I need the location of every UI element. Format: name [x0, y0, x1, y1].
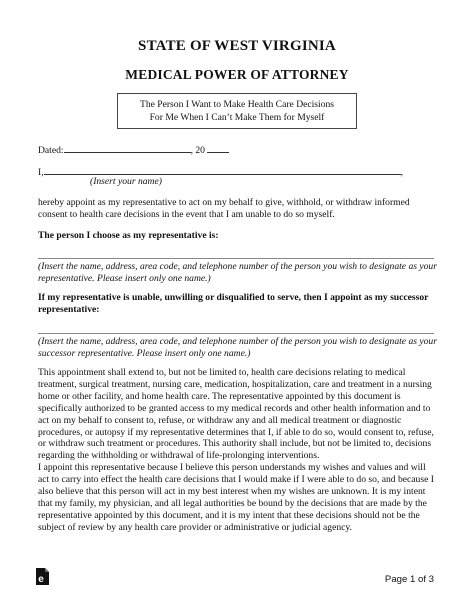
paragraph-intent: I appoint this representative because I believe this person understands my wishes and values and will act to carry into effect the health care decisions that I would make if I were able to do so, and because I also believe that this person will act in my best interest when my wishes are unknown. It is my intent that my family, my physician, and all legal authorities be bound by the decisions that are made by the representative appointed by this document, and it is my intent that these decisions should not be the subject of review by any health care provider or administrative or judicial agency. [38, 462, 434, 533]
paragraph-scope: This appointment shall extend to, but not be limited to, health care decisions relating to medical treatment, surgical treatment, nursing care, medication, hospitalization, care and treatment in a nursing home or other facility, and home health care. The representative appointed by this document is specifically authorized to be granted access to my medical records and other health information and to act on my behalf to consent to, refuse, or withdraw any and all medical treatment or diagnostic procedures, or autopsy if my representative determines that I, if able to do so, would consent to, refuse, or withdraw such treatment or procedures. This authority shall include, but not be limited to, decisions regarding the withholding or withdrawal of life-prolonging interventions. [38, 367, 434, 462]
representative-hint: (Insert the name, address, area code, and telephone number of the person you wish to designate as your representative. Please insert only one name.) [38, 261, 437, 284]
representative-heading: The person I choose as my representative is: [38, 230, 219, 241]
dated-row [38, 143, 229, 157]
dated-label: Dated: [38, 145, 64, 156]
document-title: STATE OF WEST VIRGINIA [138, 38, 336, 54]
svg-text:e: e [38, 574, 44, 585]
i-label: I, [38, 167, 44, 178]
successor-hint: (Insert the name, address, area code, and telephone number of the person you wish to designate as your successor representative. Please insert only one name.) [38, 336, 437, 359]
dated-year-prefix: , 20 [190, 145, 205, 156]
document-subtitle: MEDICAL POWER OF ATTORNEY [125, 67, 349, 82]
appoint-text: hereby appoint as my representative to act on my behalf to give, withhold, or withdraw informed consent to health care decisions in the event that I am unable to do so myself. [38, 197, 410, 220]
header-box-line1: The Person I Want to Make Health Care Decisions [139, 99, 335, 110]
representative-field-line[interactable] [38, 258, 434, 259]
dated-year-field[interactable] [207, 143, 229, 153]
principal-name-field[interactable] [44, 165, 401, 175]
successor-field-line[interactable] [38, 333, 434, 334]
successor-heading: If my representative is unable, unwilling or disqualified to serve, then I appoint as my successor representative: [38, 292, 429, 315]
dated-field[interactable] [64, 143, 191, 153]
page-number: Page 1 of 3 [384, 574, 434, 585]
i-trailing: , [400, 167, 403, 178]
insert-name-hint: (Insert your name) [90, 176, 162, 187]
header-box [117, 93, 357, 129]
eforms-logo-icon [36, 568, 49, 585]
header-box-line2: For Me When I Can’t Make Them for Myself [149, 111, 325, 123]
